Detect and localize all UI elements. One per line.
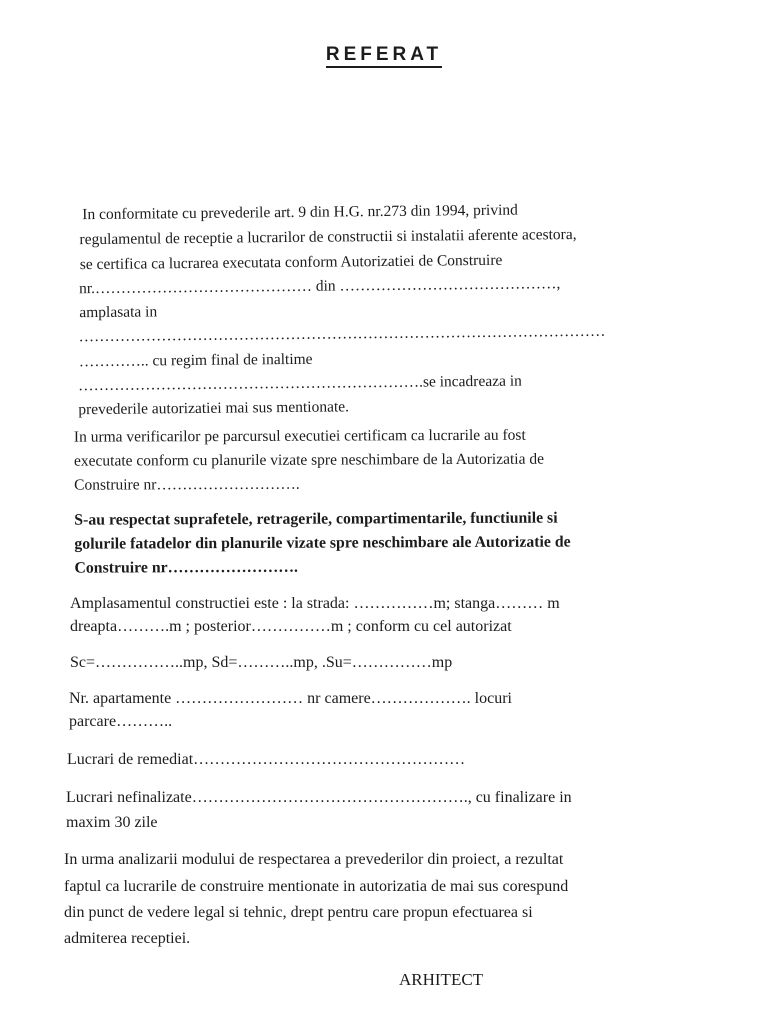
text-line: Amplasamentul constructiei este : la strada: ……………m; stanga……… m [70,595,560,612]
signature-label: ARHITECT [399,970,484,989]
text-line: prevederile autorizatiei mai sus mentionate. [78,398,350,419]
text-line: ………….. cu regim final de inaltime [78,350,313,371]
text-line: Lucrari de remediat…………………………………………… [67,751,466,768]
text-line: In urma verificarilor pe parcursul executiei certificam ca lucrarile au fost [73,426,526,446]
text-line: din punct de vedere legal si tehnic, drept pentru care propun efectuarea si [64,904,533,921]
document-title-text: REFERAT [326,44,442,68]
text-line: se certifica ca lucrarea executata conform Autorizatiei de Construire [79,251,503,274]
text-line: amplasata in [79,303,158,322]
text-line: In conformitate cu prevederile art. 9 din H.G. nr.273 din 1994, privind [82,201,518,224]
text-line: admiterea receptiei. [64,930,191,947]
text-line: regulamentul de receptie a lucrarilor de constructii si instalatii aferente acestora, [79,225,577,249]
text-line: executate conform cu planurile vizate spre neschimbare de la Autorizatia de [73,450,544,470]
text-line: ………………………………………………………………………………………… [78,322,606,346]
text-line: ………………………………………………………….se incadreaza in [77,372,522,395]
text-line: nr.…………………………………… din ……………………………………, [78,275,561,298]
text-line: maxim 30 zile [66,814,158,831]
text-line: Lucrari nefinalizate……………………………………………., cu finalizare in [66,789,572,806]
bold-text-line: S-au respectat suprafetele, retragerile, compartimentarile, functiunile si [74,509,558,529]
text-line: Sc=……………..mp, Sd=………..mp, .Su=……………mp [70,654,453,671]
bold-text-line: golurile fatadelor din planurile vizate spre neschimbare ale Autorizatie de [74,533,571,553]
text-line: dreapta……….m ; posterior……………m ; conform cu cel autorizat [70,618,512,635]
bold-text-line: Construire nr……………………. [74,558,299,577]
text-line: In urma analizarii modului de respectarea a prevederilor din proiect, a rezultat [64,851,564,868]
text-line: faptul ca lucrarile de construire mentionate in autorizatia de mai sus corespund [64,878,569,895]
text-line: parcare……….. [69,713,173,730]
text-line: Nr. apartamente …………………… nr camere………………. locuri [69,690,512,707]
text-line: Construire nr………………………. [74,475,300,494]
